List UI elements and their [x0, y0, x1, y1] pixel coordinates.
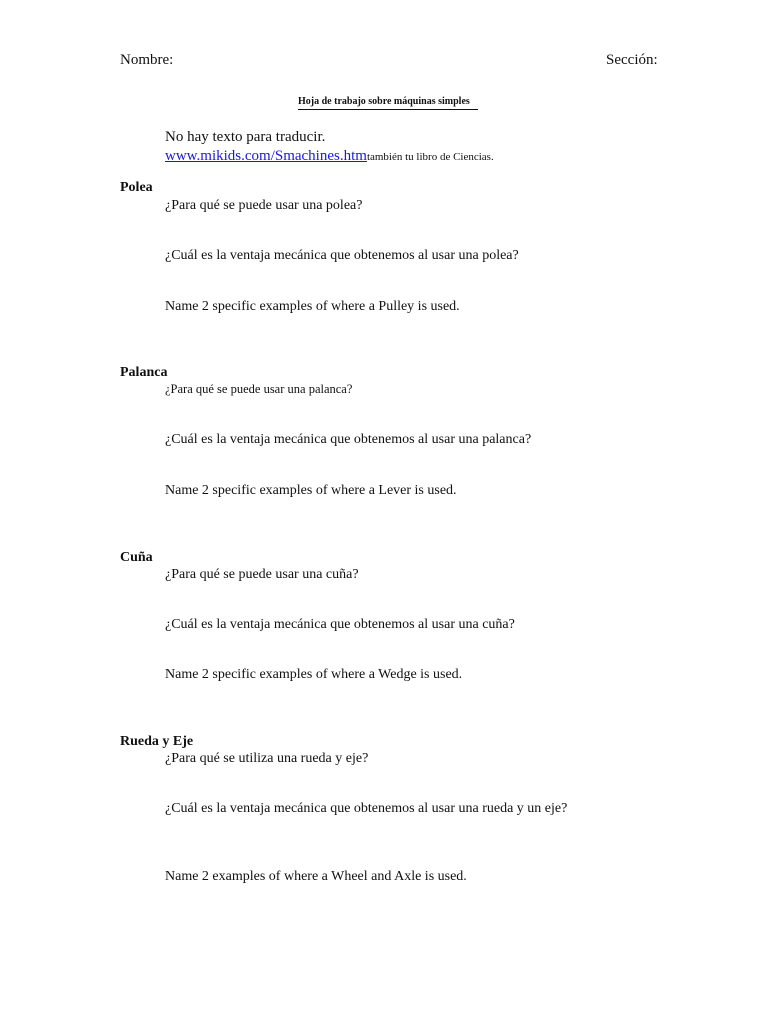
- question-polea-3: Name 2 specific examples of where a Pulley is used.: [165, 299, 460, 314]
- question-palanca-1: ¿Para qué se puede usar una palanca?: [165, 382, 353, 396]
- section-heading-polea: Polea: [120, 180, 153, 195]
- section-heading-palanca: Palanca: [120, 365, 168, 380]
- question-rueda-eje-2: ¿Cuál es la ventaja mecánica que obtenemos al usar una rueda y un eje?: [165, 801, 568, 816]
- section-heading-cuna: Cuña: [120, 550, 153, 565]
- question-palanca-2: ¿Cuál es la ventaja mecánica que obtenemos al usar una palanca?: [165, 432, 532, 447]
- intro-line-rest: también tu libro de Ciencias.: [366, 151, 494, 163]
- worksheet-title: Hoja de trabajo sobre máquinas simples: [298, 96, 478, 110]
- question-polea-2: ¿Cuál es la ventaja mecánica que obtenemos al usar una polea?: [165, 248, 519, 263]
- question-polea-1: ¿Para qué se puede usar una polea?: [165, 198, 363, 213]
- name-label: Nombre:: [120, 52, 174, 68]
- question-cuna-2: ¿Cuál es la ventaja mecánica que obtenemos al usar una cuña?: [165, 617, 515, 632]
- question-cuna-1: ¿Para qué se puede usar una cuña?: [165, 567, 359, 582]
- section-label: Sección:: [606, 52, 658, 68]
- mikids-link[interactable]: www.mikids.com/Smachines.htm: [165, 148, 367, 164]
- question-rueda-eje-1: ¿Para qué se utiliza una rueda y eje?: [165, 751, 369, 766]
- intro-link-line: [165, 147, 494, 165]
- question-rueda-eje-3: Name 2 examples of where a Wheel and Axle is used.: [165, 869, 467, 884]
- section-heading-rueda-eje: Rueda y Eje: [120, 734, 194, 749]
- question-palanca-3: Name 2 specific examples of where a Lever is used.: [165, 483, 457, 498]
- intro-line: No hay texto para traducir.: [165, 129, 326, 145]
- question-cuna-3: Name 2 specific examples of where a Wedge is used.: [165, 667, 463, 682]
